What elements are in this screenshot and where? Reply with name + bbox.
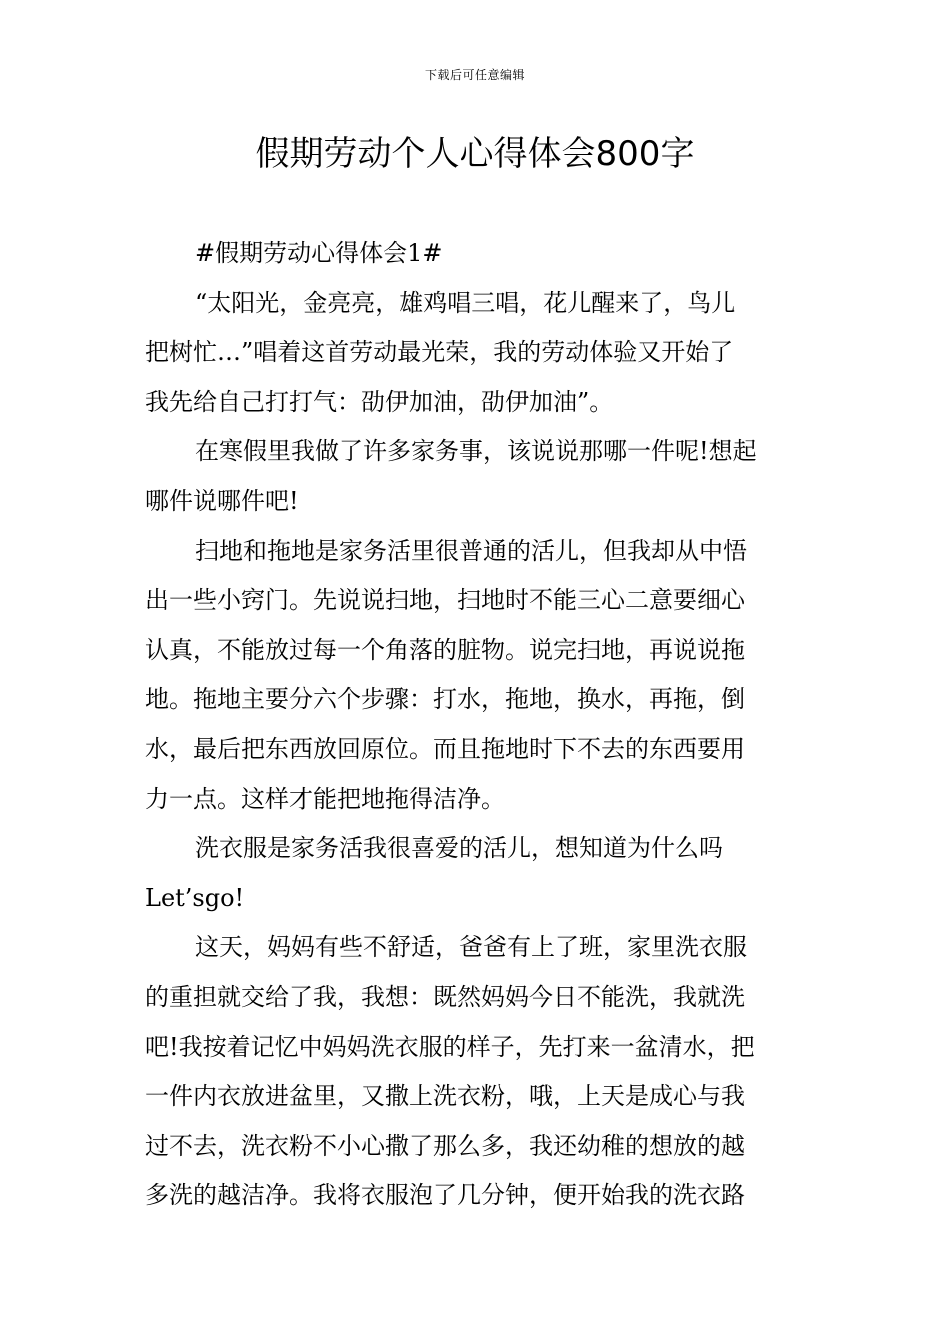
paragraph-line: 认真，不能放过每一个角落的脏物。说完扫地，再说说拖 — [145, 635, 745, 664]
paragraph-line: 多洗的越洁净。我将衣服泡了几分钟，便开始我的洗衣路 — [145, 1181, 745, 1210]
document-body — [145, 229, 807, 1221]
header-note: 下载后可任意编辑 — [424, 68, 525, 82]
paragraph-line: 地。拖地主要分六个步骤：打水，拖地，换水，再拖，倒 — [145, 685, 745, 714]
paragraph-line: 出一些小窍门。先说说扫地，扫地时不能三心二意要细心 — [145, 586, 745, 615]
paragraph-first-line: 洗衣服是家务活我很喜爱的活儿，想知道为什么吗 — [195, 834, 723, 863]
paragraph-first-line: #假期劳动心得体会1# — [195, 239, 443, 267]
paragraph-line: 水，最后把东西放回原位。而且拖地时下不去的东西要用 — [145, 734, 745, 763]
paragraph-line: 吧!我按着记忆中妈妈洗衣服的样子，先打来一盆清水，把 — [145, 1032, 755, 1061]
paragraph-first-line: “太阳光，金亮亮，雄鸡唱三唱，花儿醒来了，鸟儿 — [195, 288, 736, 317]
page-title: 假期劳动个人心得体会800字 — [255, 134, 695, 174]
paragraph-first-line: 扫地和拖地是家务活里很普通的活儿，但我却从中悟 — [195, 536, 747, 565]
paragraph-line: Let’sgo! — [145, 883, 245, 912]
paragraph-line: 力一点。这样才能把地拖得洁净。 — [145, 784, 505, 813]
paragraph-line: 一件内衣放进盆里，又撒上洗衣粉，哦，上天是成心与我 — [145, 1082, 745, 1111]
paragraph-first-line: 在寒假里我做了许多家务事，该说说那哪一件呢!想起 — [195, 437, 757, 466]
paragraph-line: 哪件说哪件吧! — [145, 486, 299, 515]
paragraph-line: 的重担就交给了我，我想：既然妈妈今日不能洗，我就洗 — [145, 982, 745, 1011]
paragraph-line: 把树忙…”唱着这首劳动最光荣，我的劳动体验又开始了 — [145, 338, 734, 367]
paragraph-first-line: 这天，妈妈有些不舒适，爸爸有上了班，家里洗衣服 — [195, 933, 747, 962]
paragraph-line: 我先给自己打打气：劭伊加油，劭伊加油”。 — [145, 387, 614, 416]
paragraph-line: 过不去，洗衣粉不小心撒了那么多，我还幼稚的想放的越 — [145, 1131, 745, 1160]
